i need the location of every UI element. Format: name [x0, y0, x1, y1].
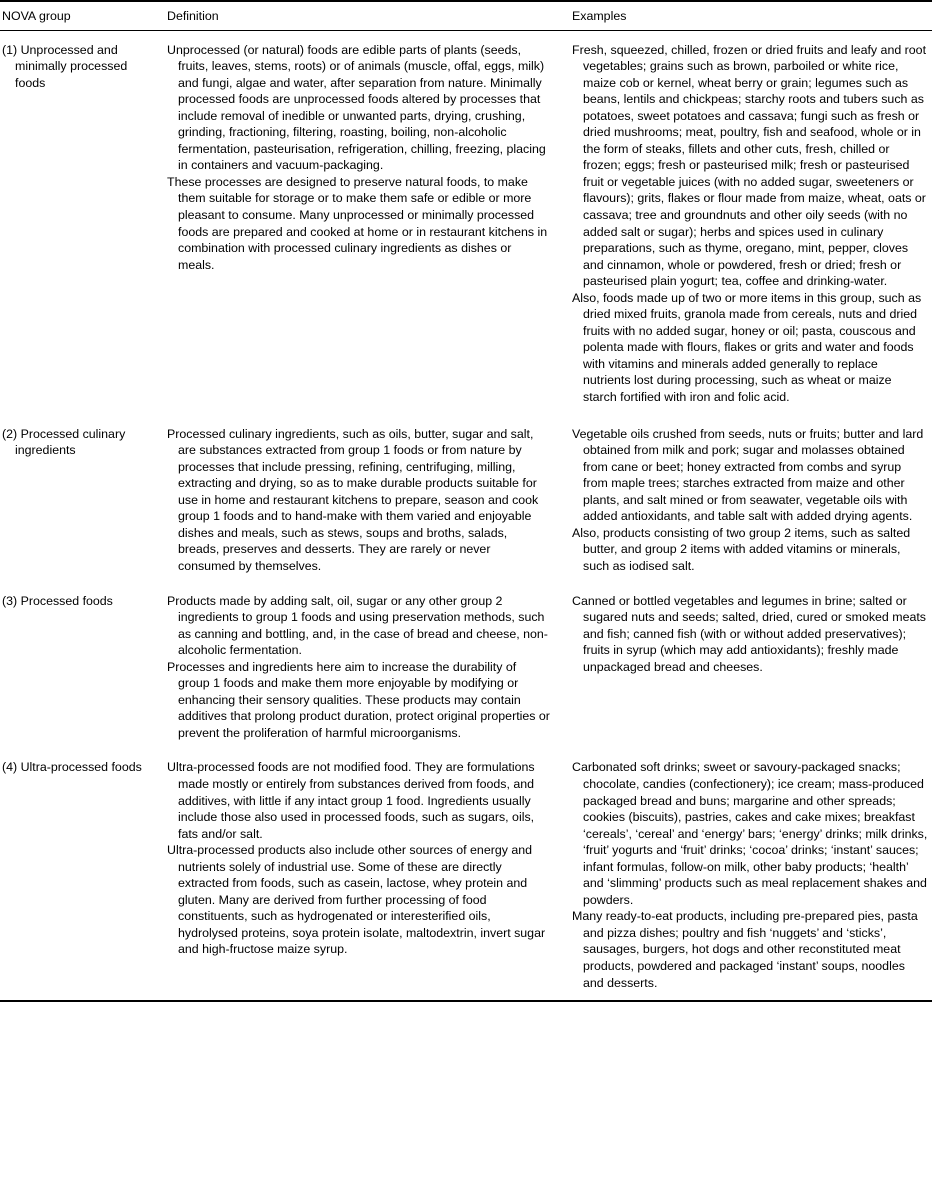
group-label: (4) Ultra-processed foods	[2, 760, 142, 775]
table-header	[0, 1, 932, 30]
examples-paragraph: Also, products consisting of two group 2 items, such as salted butter, and group 2 items with added vitamins or minerals, such as iodised salt.	[572, 525, 911, 573]
definition-paragraph: Processes and ingredients here aim to increase the durability of group 1 foods and make them more enjoyable by modifying or enhancing their sensory qualities. These products may contain additives that prolong product duration, protect original properties or prevent the proliferation of harmful microorganisms.	[167, 659, 550, 740]
cell-examples	[568, 748, 932, 1001]
cell-nova-group	[0, 582, 165, 749]
table-header-row	[0, 1, 932, 30]
cell-nova-group	[0, 30, 165, 415]
cell-nova-group	[0, 415, 165, 582]
table-row	[0, 415, 932, 582]
group-label: (2) Processed culinary ingredients	[2, 426, 126, 458]
cell-nova-group	[0, 748, 165, 1001]
cell-examples	[568, 415, 932, 582]
cell-definition	[165, 415, 568, 582]
cell-examples	[568, 30, 932, 415]
examples-paragraph: Canned or bottled vegetables and legumes in brine; salted or sugared nuts and seeds; salted, dried, cured or smoked meats and fish; canned fish (with or without added preservatives); fruits in syrup (which may add antioxidants); freshly made unpackaged bread and cheeses.	[572, 593, 926, 674]
definition-paragraph: Products made by adding salt, oil, sugar or any other group 2 ingredients to group 1 foods and using preservation methods, such as canning and bottling, and, in the case of bread and cheese, non-alcoholic fermentation.	[167, 593, 548, 658]
table-row	[0, 30, 932, 415]
table-body	[0, 30, 932, 1001]
cell-definition	[165, 748, 568, 1001]
definition-paragraph: Ultra-processed foods are not modified food. They are formulations made mostly or entirely from substances derived from foods, and additives, with little if any intact group 1 food. Ingredients usually include those also used in processed foods, such as sugars, oils, fats and/or salt.	[167, 760, 535, 841]
table-row	[0, 748, 932, 1001]
cell-definition	[165, 582, 568, 749]
column-header-nova-group: NOVA group	[2, 9, 71, 23]
examples-paragraph: Carbonated soft drinks; sweet or savoury-packaged snacks; chocolate, candies (confectionery); ice cream; mass-produced packaged bread and buns; margarine and other spreads; cookies (biscuits), pastries, cakes and cake mixes; breakfast ‘cereals’, ‘cereal’ and ‘energy’ bars; ‘energy’ drinks; milk drinks, ‘fruit’ yogurts and ‘fruit’ drinks; ‘cocoa’ drinks; ‘instant’ sauces; infant formulas, follow-on milk, other baby products; ‘health’ and ‘slimming’ products such as meal replacement shakes and powders.	[572, 760, 928, 907]
cell-definition	[165, 30, 568, 415]
group-label: (3) Processed foods	[2, 593, 113, 608]
column-header-examples: Examples	[572, 9, 627, 23]
definition-paragraph: These processes are designed to preserve natural foods, to make them suitable for storage or to make them safe or edible or more pleasant to consume. Many unprocessed or minimally processed foods are prepared and cooked at home or in restaurant kitchens in combination with processed culinary ingredients as dishes or meals.	[167, 174, 548, 272]
examples-paragraph: Fresh, squeezed, chilled, frozen or dried fruits and leafy and root vegetables; grains such as brown, parboiled or white rice, maize cob or kernel, wheat berry or grain; legumes such as beans, lentils and chickpeas; starchy roots and tubers such as potatoes, sweet potatoes and cassava; fungi such as fresh or dried mushrooms; meat, poultry, fish and seafood, whole or in the form of steaks, fillets and other cuts, fresh, chilled or frozen; eggs; fresh or pasteurised milk; fresh or pasteurised fruit or vegetable juices (with no added sugar, sweeteners or flavours); grits, flakes or flour made from maize, wheat, oats or cassava; tree and groundnuts and other oily seeds (with no added salt or sugar); herbs and spices used in culinary preparations, such as thyme, oregano, mint, pepper, cloves and cinnamon, whole or powdered, fresh or dried; fresh or pasteurised plain yogurt; tea, coffee and drinking-water.	[572, 42, 927, 289]
definition-paragraph: Processed culinary ingredients, such as oils, butter, sugar and salt, are substances extracted from group 1 foods or from nature by processes that include pressing, refining, centrifuging, milling, extracting and drying, so as to make durable products suitable for use in home and restaurant kitchens to prepare, season and cook group 1 foods and to hand-make with them varied and enjoyable dishes and meals, such as stews, soups and broths, salads, breads, preserves and desserts. They are rarely or never consumed by themselves.	[167, 426, 539, 573]
definition-paragraph: Unprocessed (or natural) foods are edible parts of plants (seeds, fruits, leaves, stems, roots) or of animals (muscle, offal, eggs, milk) and fungi, algae and water, after separation from nature. Minimally processed foods are unprocessed foods altered by processes that include removal of inedible or unwanted parts, drying, crushing, grinding, fractioning, filtering, roasting, boiling, non-alcoholic fermentation, pasteurisation, refrigeration, chilling, freezing, placing in containers and vacuum-packaging.	[167, 42, 546, 173]
examples-paragraph: Many ready-to-eat products, including pre-prepared pies, pasta and pizza dishes; poultry and fish ‘nuggets’ and ‘sticks’, sausages, burgers, hot dogs and other reconstituted meat products, powdered and packaged ‘instant’ soups, noodles and desserts.	[572, 909, 918, 990]
examples-paragraph: Vegetable oils crushed from seeds, nuts or fruits; butter and lard obtained from milk and pork; sugar and molasses obtained from cane or beet; honey extracted from combs and syrup from maple trees; starches extracted from maize and other plants, and salt mined or from seawater, vegetable oils with added antioxidants, and table salt with added drying agents.	[572, 426, 924, 524]
column-header-definition: Definition	[167, 9, 219, 23]
definition-paragraph: Ultra-processed products also include other sources of energy and nutrients solely of industrial use. Some of these are directly extracted from foods, such as casein, lactose, whey protein and gluten. Many are derived from further processing of food constituents, such as hydrogenated or interesterified oils, hydrolysed proteins, soya protein isolate, maltodextrin, invert sugar and high-fructose maize syrup.	[167, 843, 546, 957]
examples-paragraph: Also, foods made up of two or more items in this group, such as dried mixed fruits, granola made from cereals, nuts and dried fruits with no added sugar, honey or oil; pasta, couscous and polenta made with flours, flakes or grits and water and foods with vitamins and minerals added generally to replace nutrients lost during processing, such as wheat or maize starch fortified with iron and folic acid.	[572, 290, 922, 405]
cell-examples	[568, 582, 932, 749]
table-row	[0, 582, 932, 749]
group-label: (1) Unprocessed and minimally processed foods	[2, 42, 128, 90]
